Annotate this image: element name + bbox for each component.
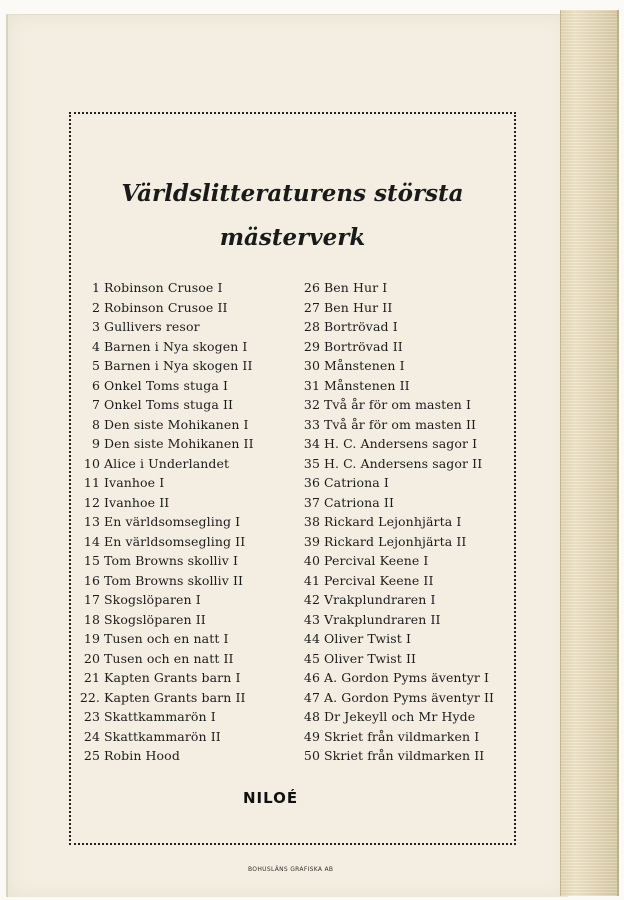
book-title: Vrakplundraren I: [324, 592, 436, 607]
book-number: 21: [83, 670, 100, 685]
book-list-item: [78, 473, 288, 493]
book-list-item: [78, 317, 288, 337]
book-list-item: [298, 473, 513, 493]
book-number: 17: [83, 592, 100, 607]
book-number: 4: [91, 338, 100, 354]
book-list-item: [78, 727, 288, 747]
book-title: Barnen i Nya skogen II: [104, 358, 253, 373]
book-title: Percival Keene I: [324, 553, 429, 568]
book-list-item: [298, 571, 513, 591]
book-list-item: [298, 356, 513, 376]
book-title: Rickard Lejonhjärta II: [324, 533, 467, 549]
book-title: Tom Browns skolliv II: [104, 572, 244, 588]
book-title: H. C. Andersens sagor I: [324, 436, 478, 451]
book-title: Skogslöparen I: [104, 592, 201, 607]
book-number: 34: [303, 436, 320, 451]
book-number: 29: [303, 338, 320, 354]
book-title: Oliver Twist I: [324, 631, 411, 646]
book-list-item: [78, 629, 288, 649]
book-title: Bortrövad I: [324, 319, 398, 334]
book-list-item: [298, 395, 513, 415]
book-number: 27: [303, 299, 320, 315]
book-list-item: [78, 337, 288, 357]
book-title: H. C. Andersens sagor II: [324, 455, 483, 471]
book-list-item: [298, 688, 513, 708]
book-list-item: [298, 590, 513, 610]
book-list-item: [78, 590, 288, 610]
book-spine: [560, 10, 619, 896]
book-title: Ben Hur I: [324, 280, 388, 295]
book-number: 37: [303, 494, 320, 510]
book-title: Den siste Mohikanen I: [104, 416, 249, 432]
book-title: Den siste Mohikanen II: [104, 436, 254, 451]
book-title: Ivanhoe II: [104, 494, 170, 510]
book-title: A. Gordon Pyms äventyr I: [324, 670, 490, 685]
book-list-item: [298, 454, 513, 474]
book-number: 20: [83, 650, 100, 666]
book-list-item: [298, 629, 513, 649]
heading-line-2: mästerverk: [219, 224, 366, 251]
book-list-item: [78, 356, 288, 376]
book-list-item: [298, 707, 513, 727]
book-number: 43: [303, 611, 320, 627]
book-title: Dr Jekeyll och Mr Hyde: [324, 709, 476, 724]
book-number: 44: [303, 631, 320, 646]
book-title: Onkel Toms stuga II: [104, 397, 234, 412]
book-title: Månstenen II: [324, 377, 410, 393]
book-number: 45: [303, 650, 320, 666]
book-title: Tusen och en natt I: [104, 631, 229, 646]
book-list-left: [78, 278, 288, 766]
book-number: 36: [303, 475, 320, 490]
book-title: En världsomsegling II: [104, 533, 246, 549]
book-number: 22.: [79, 689, 100, 705]
heading-line-1: Världslitteraturens största: [121, 180, 464, 207]
printer-imprint: BOHUSLÄNS GRAFISKA AB: [248, 866, 334, 873]
book-list-item: [78, 688, 288, 708]
book-title: A. Gordon Pyms äventyr II: [324, 689, 495, 705]
book-list-item: [78, 532, 288, 552]
book-title: Skattkammarön I: [104, 709, 216, 724]
book-title: Vrakplundraren II: [324, 611, 441, 627]
book-number: 12: [83, 494, 100, 510]
book-number: 30: [303, 358, 320, 373]
book-list-item: [78, 746, 288, 766]
book-list-item: [78, 395, 288, 415]
publisher-logo: NILOÉ: [243, 789, 299, 807]
book-list-item: [298, 551, 513, 571]
book-title: Tusen och en natt II: [104, 650, 234, 666]
book-list-item: [78, 298, 288, 318]
book-list-item: [298, 493, 513, 513]
book-list-item: [298, 415, 513, 435]
book-number: 16: [83, 572, 100, 588]
book-title: Månstenen I: [324, 358, 405, 373]
book-number: 3: [91, 319, 100, 334]
book-list-item: [78, 668, 288, 688]
book-title: Percival Keene II: [324, 572, 434, 588]
book-list-item: [298, 298, 513, 318]
book-title: Catriona II: [324, 494, 394, 510]
book-title: Skriet från vildmarken II: [324, 748, 485, 763]
book-number: 25: [83, 748, 100, 763]
book-title: Bortrövad II: [324, 338, 403, 354]
book-number: 42: [303, 592, 320, 607]
book-number: 13: [83, 514, 100, 529]
book-title: Robinson Crusoe II: [104, 299, 228, 315]
book-number: 2: [91, 299, 100, 315]
book-number: 47: [303, 689, 320, 705]
book-number: 50: [303, 748, 320, 763]
book-title: Två år för om masten II: [324, 416, 477, 432]
book-number: 9: [91, 436, 100, 451]
book-list-item: [298, 376, 513, 396]
book-title: Rickard Lejonhjärta I: [324, 514, 462, 529]
book-title: Ben Hur II: [324, 299, 393, 315]
book-number: 15: [83, 553, 100, 568]
book-title: Kapten Grants barn II: [104, 689, 246, 705]
book-number: 8: [91, 416, 100, 432]
book-number: 35: [303, 455, 320, 471]
book-number: 38: [303, 514, 320, 529]
book-number: 24: [83, 728, 100, 744]
book-number: 33: [303, 416, 320, 432]
book-list-item: [298, 434, 513, 454]
book-list-item: [298, 668, 513, 688]
book-number: 23: [83, 709, 100, 724]
book-title: Barnen i Nya skogen I: [104, 338, 248, 354]
book-number: 1: [91, 280, 100, 295]
book-list-item: [78, 376, 288, 396]
book-number: 46: [303, 670, 320, 685]
book-list-item: [78, 415, 288, 435]
book-number: 39: [303, 533, 320, 549]
book-title: Oliver Twist II: [324, 650, 417, 666]
book-title: Robinson Crusoe I: [104, 280, 223, 295]
book-list-item: [298, 317, 513, 337]
book-number: 6: [91, 377, 100, 393]
book-list-item: [298, 746, 513, 766]
book-list-item: [78, 707, 288, 727]
book-list-item: [298, 649, 513, 669]
book-list-item: [298, 610, 513, 630]
book-number: 18: [83, 611, 100, 627]
book-list-item: [298, 278, 513, 298]
book-number: 7: [91, 397, 100, 412]
book-list-item: [298, 727, 513, 747]
book-number: 49: [303, 728, 320, 744]
book-list-item: [298, 512, 513, 532]
book-title: Skogslöparen II: [104, 611, 206, 627]
book-list-item: [78, 571, 288, 591]
book-title: Tom Browns skolliv I: [104, 553, 239, 568]
book-title: Robin Hood: [104, 748, 180, 763]
book-list-item: [78, 649, 288, 669]
book-list-item: [78, 610, 288, 630]
book-title: Alice i Underlandet: [104, 455, 230, 471]
book-list-right: [298, 278, 513, 766]
book-list-item: [78, 278, 288, 298]
book-title: En världsomsegling I: [104, 514, 241, 529]
book-title: Kapten Grants barn I: [104, 670, 241, 685]
book-title: Onkel Toms stuga I: [104, 377, 229, 393]
book-list-item: [78, 512, 288, 532]
book-number: 11: [83, 475, 100, 490]
book-number: 26: [303, 280, 320, 295]
book-number: 14: [83, 533, 100, 549]
book-title: Skattkammarön II: [104, 728, 221, 744]
book-number: 32: [303, 397, 320, 412]
book-number: 10: [83, 455, 100, 471]
book-list-item: [78, 493, 288, 513]
book-list-item: [78, 551, 288, 571]
book-number: 19: [83, 631, 100, 646]
book-list-item: [78, 434, 288, 454]
book-title: Catriona I: [324, 475, 389, 490]
book-list-item: [298, 337, 513, 357]
book-number: 40: [303, 553, 320, 568]
book-title: Gullivers resor: [104, 319, 200, 334]
book-number: 5: [91, 358, 100, 373]
book-list-item: [298, 532, 513, 552]
book-list-item: [78, 454, 288, 474]
book-number: 41: [303, 572, 320, 588]
book-number: 28: [303, 319, 320, 334]
book-title: Ivanhoe I: [104, 475, 165, 490]
book-title: Två år för om masten I: [324, 397, 471, 412]
book-number: 31: [303, 377, 320, 393]
book-number: 48: [303, 709, 320, 724]
book-title: Skriet från vildmarken I: [324, 728, 480, 744]
